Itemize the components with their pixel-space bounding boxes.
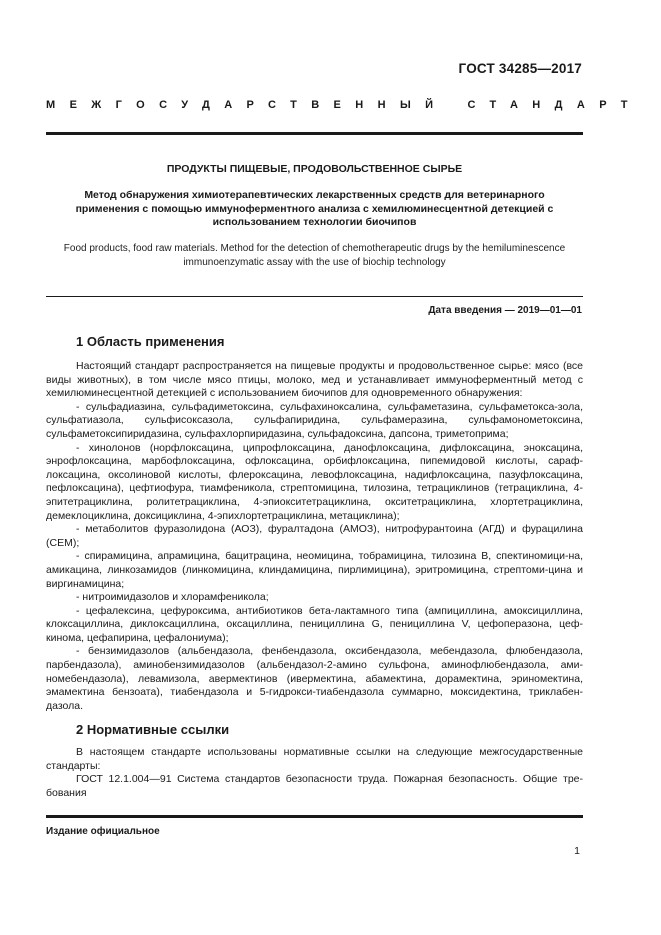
section-1-heading: 1 Область применения (76, 334, 225, 349)
list-item: - бензимидазолов (альбендазола, фенбендазола, оксибендазола, мебендазола, флюбендазола, парбендазола), аминобензимидазолов (альбендазол-2-амино сульфона, аминофлюбендазола, ами-номебендазола), левамизола, авермектинов (ивермектина, абамектина, дорамектина, эриномектина, эмамектина бензоата), тиабендазола и 5-гидрокси-тиабендазола суммарно, моксидектина, триклабен-дазола. (46, 645, 583, 712)
list-item: - метаболитов фуразолидона (АОЗ), фуралтадона (АМОЗ), нитрофурантоина (АГД) и фурацилина (СЕМ); (46, 523, 583, 549)
page-number: 1 (574, 845, 580, 857)
document-title: ПРОДУКТЫ ПИЩЕВЫЕ, ПРОДОВОЛЬСТВЕННОЕ СЫРЬЕ (166, 163, 463, 175)
list-item: - хинолонов (норфлоксацина, ципрофлоксацина, данофлоксацина, дифлоксацина, эноксацина, энрофлоксацина, марбофлоксацина, офлоксацина, орбифлоксацина, пипемидовой кислоты, сараф-локсацина, оксолиновой кислоты, флероксацина, левофлоксацина, надифлоксацина, пазуфлоксацина, пефлоксацина), цефтиофура, тиамфеникола, стрептомицина, тилозина, тетрациклинов (тетрациклина, 4-эпитетрациклина, ролитетрациклина, 4-эпиокситетрациклина, окситетрациклина, хлортетрациклина, демеклоциклина, доксициклина, 4-эпихлортетрациклина, метациклина); (46, 441, 583, 522)
list-item: - нитроимидазолов и хлорамфеникола; (76, 591, 269, 604)
edition-label: Издание официальное (46, 826, 160, 837)
section-1-body (46, 360, 583, 713)
paragraph: В настоящем стандарте использованы нормативные ссылки на следующие межгосударственные стандарты: (46, 746, 583, 772)
section-2-body (46, 746, 583, 800)
category-right: СТАНДАРТ (467, 99, 642, 111)
footer-rule (46, 815, 583, 818)
paragraph: Настоящий стандарт распространяется на пищевые продукты и продовольственное сырье: мясо (все виды животных), в том числе мясо птицы, молоко, мед и устанавливает иммуноферментный метод с хемилюминесцентной детекцией с использованием биочипов для одновременного обнаружения: (46, 360, 583, 400)
list-item: - спирамицина, апрамицина, бацитрацина, неомицина, тобрамицина, тилозина В, спектиномици-на, амикацина, линкозамидов (линкомицина, клиндамицина, пирлимицина), эритромицина, стрептоми-цина и виргинамицина; (46, 550, 583, 590)
list-item: - сульфадиазина, сульфадиметоксина, сульфахиноксалина, сульфаметазина, сульфаметокса-зола, сульфатиазола, сульфисоксазола, сульфапиридина, сульфамеразина, сульфамонометоксина, сульфаметоксипиридазина, сульфахлорпиридазина, сульфадоксина, дапсона, триметоприма; (46, 400, 583, 440)
category-left: МЕЖГОСУДАРСТВЕННЫЙ (46, 99, 448, 111)
document-subtitle-en: Food products, food raw materials. Method for the detection of chemotherapeutic drugs by the hemiluminescence immunoenzymatic assay with the use of biochip technology (63, 243, 566, 268)
list-item: - цефалексина, цефуроксима, антибиотиков бета-лактамного типа (ампициллина, амоксициллина, клоксациллина, диклоксациллина, оксациллина, пенициллина G, пенициллина V, цефоперазона, цеф-кинома, цефапирина, цефалониума); (46, 604, 583, 644)
section-2-heading: 2 Нормативные ссылки (76, 722, 230, 737)
introduction-date: Дата введения — 2019—01—01 (428, 305, 582, 316)
document-subtitle-ru: Метод обнаружения химиотерапевтических лекарственных средств для ветеринарного применения с помощью иммуноферментного анализа с хемилюминесцентной детекцией с использованием технологии биочипов (75, 189, 554, 228)
title-rule (46, 296, 583, 297)
reference-item: ГОСТ 12.1.004—91 Система стандартов безопасности труда. Пожарная безопасность. Общие тре-бования (46, 773, 583, 799)
header-rule (46, 132, 583, 135)
standard-code: ГОСТ 34285—2017 (458, 61, 582, 76)
standard-category (46, 99, 642, 111)
